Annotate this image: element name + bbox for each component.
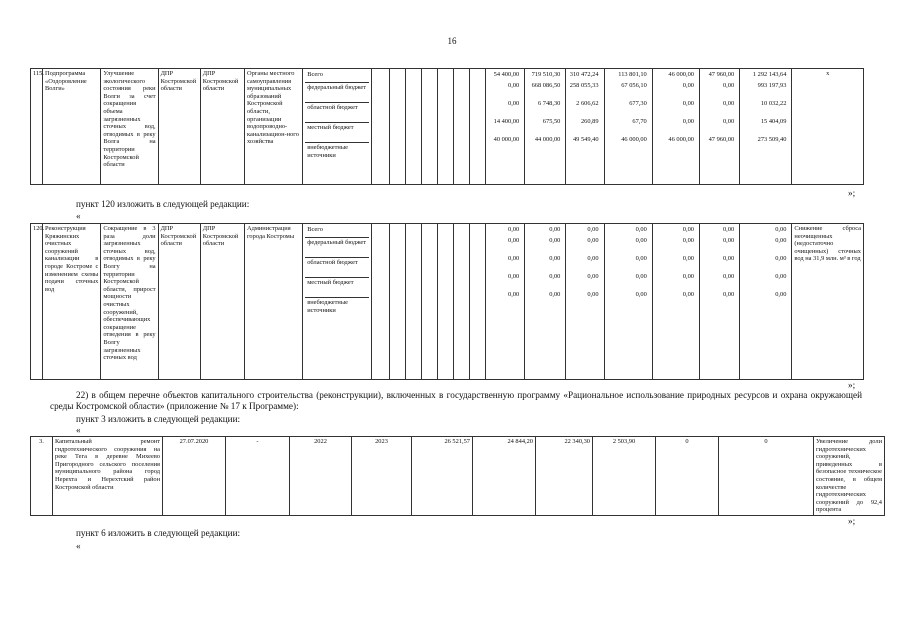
source-total: Всего [305, 70, 368, 83]
empty-cell [421, 69, 437, 185]
cost-value-2: 24 844,20 [473, 437, 536, 516]
year-col-1 [486, 224, 525, 380]
source-total: Всего [305, 225, 368, 238]
value: 668 086,50 [531, 82, 561, 89]
value: 0,00 [549, 291, 561, 298]
result-cell: Снижение сброса неочищенных (недостаточно очищенных) сточных вод на 31,9 млн. м³ в год [792, 224, 864, 380]
cost-value-4: 2 503,90 [593, 437, 656, 516]
value: 67 056,10 [621, 82, 647, 89]
empty-cell [405, 69, 421, 185]
value: 6 748,30 [538, 100, 561, 107]
source-regional: областной бюджет [305, 103, 368, 123]
value: 0,00 [682, 255, 694, 262]
value: 2 606,62 [576, 100, 599, 107]
value: 0,00 [508, 100, 520, 107]
total-col [740, 69, 792, 185]
value: 0,00 [722, 226, 735, 233]
closing-quote: »; [848, 380, 856, 390]
year-col-2 [525, 69, 566, 185]
year-col-3 [566, 69, 604, 185]
value: 0,00 [635, 291, 647, 298]
value: 47 960,00 [708, 71, 735, 78]
value: 0,00 [635, 226, 647, 233]
value: 0,00 [682, 273, 694, 280]
opening-quote: « [76, 425, 81, 435]
value: 258 055,33 [569, 82, 599, 89]
program-name: Реконструкция Кряжинских очистных сооружений канализации в городе Костроме с изменением схемы подачи сточных вод [43, 224, 101, 380]
value: 67,70 [632, 118, 647, 125]
value: 677,30 [629, 100, 647, 107]
row-number: 3. [31, 437, 53, 516]
year-col-4 [604, 224, 652, 380]
value: 0,00 [635, 273, 647, 280]
empty-cell [389, 69, 405, 185]
empty-cell [437, 224, 453, 380]
executor: ДПР Костромской области [200, 224, 244, 380]
value: 0,00 [682, 226, 694, 233]
opening-quote: « [76, 211, 81, 221]
value: 47 960,00 [708, 136, 735, 143]
value: 310 472,24 [569, 71, 599, 78]
value: 675,50 [542, 118, 561, 125]
decision-date: 27.07.2020 [163, 437, 226, 516]
value: 0,00 [549, 255, 561, 262]
value: 0,00 [775, 255, 787, 262]
value: 15 404,09 [760, 118, 787, 125]
executor: ДПР Костромской области [200, 69, 244, 185]
value: 0,00 [722, 100, 735, 107]
value: 0,00 [775, 237, 787, 244]
value: 0,00 [587, 273, 599, 280]
funding-sources [303, 69, 371, 185]
empty-cell [371, 224, 389, 380]
program-table-row-120 [30, 223, 864, 380]
value: 0,00 [549, 237, 561, 244]
empty-cell [405, 224, 421, 380]
value: 46 000,00 [621, 136, 647, 143]
value: 0,00 [508, 255, 520, 262]
value: 0,00 [635, 237, 647, 244]
participant: Органы местного самоуправления муниципальных образований Костромской области, организации водопроводно-канализацион-ного хозяйства [244, 69, 302, 185]
value: 260,89 [580, 118, 599, 125]
cost-value-5: 0 [656, 437, 719, 516]
paragraph-22: 22) в общем перечне объектов капитального строительства (реконструкции), включенных в государственную программу «Рациональное использование природных ресурсов и охрана окружающей среды Костромской области» (приложение № 17 к Программе): [50, 390, 862, 411]
year-col-6 [699, 69, 739, 185]
value: 0,00 [722, 237, 735, 244]
source-regional: областной бюджет [305, 258, 368, 278]
value: 10 032,22 [760, 100, 787, 107]
empty-cell [453, 69, 469, 185]
year-col-4 [604, 69, 652, 185]
source-extrabudget: внебюджетные источники [307, 144, 348, 159]
value: 0,00 [508, 273, 520, 280]
year-col-6 [699, 224, 739, 380]
row-number: 120. [31, 224, 43, 380]
value: 993 197,93 [757, 82, 787, 89]
result-cell: х [792, 69, 864, 185]
value: 0,00 [508, 226, 520, 233]
value: 0,00 [508, 291, 520, 298]
closing-quote: »; [848, 516, 856, 526]
value: 54 400,00 [493, 71, 520, 78]
value: 0,00 [587, 291, 599, 298]
value: 0,00 [682, 118, 694, 125]
value: 0,00 [722, 82, 735, 89]
start-year: 2022 [290, 437, 352, 516]
value: 0,00 [775, 226, 787, 233]
cost-value-3: 22 340,30 [536, 437, 593, 516]
empty-cell [371, 69, 389, 185]
value: 1 292 143,64 [752, 71, 787, 78]
value: 0,00 [775, 273, 787, 280]
paragraph-item-3: пункт 3 изложить в следующей редакции: [76, 414, 241, 424]
result-cell: Увеличение доли гидротехнических сооружений, приведенных в безопасное техническое состояние, в общем количестве гидротехнических сооружений до 92,4 процента [814, 437, 885, 516]
object-name: Капитальный ремонт гидротехнического сооружения на реке Тега в деревне Михеево Пригородного сельского поселения муниципального района город Нерехта и Нерехтский район Костромской области [53, 437, 163, 516]
year-col-2 [525, 224, 566, 380]
value: 0,00 [722, 118, 735, 125]
source-federal: федеральный бюджет [305, 238, 368, 258]
source-local: местный бюджет [305, 123, 368, 143]
source-extrabudget: внебюджетные источники [307, 299, 348, 314]
value: 0,00 [587, 255, 599, 262]
value: 0,00 [508, 237, 520, 244]
page-number: 16 [447, 36, 457, 46]
total-col [740, 224, 792, 380]
empty-cell [437, 69, 453, 185]
value: 49 549,40 [572, 136, 599, 143]
value: 0,00 [722, 273, 735, 280]
value: 0,00 [682, 100, 694, 107]
row-number: 115. [31, 69, 43, 185]
paragraph-item-6: пункт 6 изложить в следующей редакции: [76, 528, 241, 538]
funding-sources [303, 224, 371, 380]
year-col-1 [486, 69, 525, 185]
empty-cell [421, 224, 437, 380]
program-name: Подпрограмма «Оздоровление Волги» [43, 69, 101, 185]
value: 0,00 [682, 237, 694, 244]
value: 0,00 [549, 273, 561, 280]
value: 40 000,00 [493, 136, 520, 143]
closing-quote: »; [848, 188, 856, 198]
value: 113 801,10 [618, 71, 647, 78]
value: 0,00 [508, 82, 520, 89]
opening-quote: « [76, 541, 81, 551]
cost-value-6: 0 [719, 437, 814, 516]
value: 0,00 [587, 226, 599, 233]
year-col-5 [652, 224, 699, 380]
empty-cell [389, 224, 405, 380]
value: 273 509,40 [757, 136, 787, 143]
goal-text: Улучшение экологического состояния реки Волги за счет сокращения объема загрязненных сточных вод, отводимых в реку Волга на территории Костромской области [101, 69, 158, 185]
customer: ДПР Костромской области [158, 69, 200, 185]
value: 0,00 [587, 237, 599, 244]
value: 0,00 [549, 226, 561, 233]
cost-total: 26 521,57 [412, 437, 473, 516]
value: 0,00 [682, 82, 694, 89]
value: 14 400,00 [493, 118, 520, 125]
end-year: 2023 [352, 437, 412, 516]
year-col-3 [566, 224, 604, 380]
value: 0,00 [722, 255, 735, 262]
value: 0,00 [722, 291, 735, 298]
program-table-row-115 [30, 68, 864, 185]
year-col-5 [652, 69, 699, 185]
source-federal: федеральный бюджет [305, 83, 368, 103]
customer: ДПР Костромской области [158, 224, 200, 380]
value: 46 000,00 [668, 71, 694, 78]
dash-cell: - [226, 437, 290, 516]
value: 719 510,30 [531, 71, 561, 78]
capital-objects-table-row-3 [30, 436, 885, 516]
source-local: местный бюджет [305, 278, 368, 298]
value: 44 000,00 [534, 136, 561, 143]
value: 46 000,00 [668, 136, 694, 143]
participant: Администрация города Костромы [244, 224, 302, 380]
value: 0,00 [775, 291, 787, 298]
value: 0,00 [682, 291, 694, 298]
goal-text: Сокращение в 3 раза доли загрязненных сточных вод, отводимых в реку Волгу на территории Костромской области, прирост мощности очистных сооружений, обеспечивающих сокращение отведения в реку Волгу загрязненных сточных вод [101, 224, 158, 380]
value: 0,00 [635, 255, 647, 262]
empty-cell [453, 224, 469, 380]
empty-cell [469, 69, 485, 185]
empty-cell [469, 224, 485, 380]
paragraph-item-120: пункт 120 изложить в следующей редакции: [76, 199, 250, 209]
